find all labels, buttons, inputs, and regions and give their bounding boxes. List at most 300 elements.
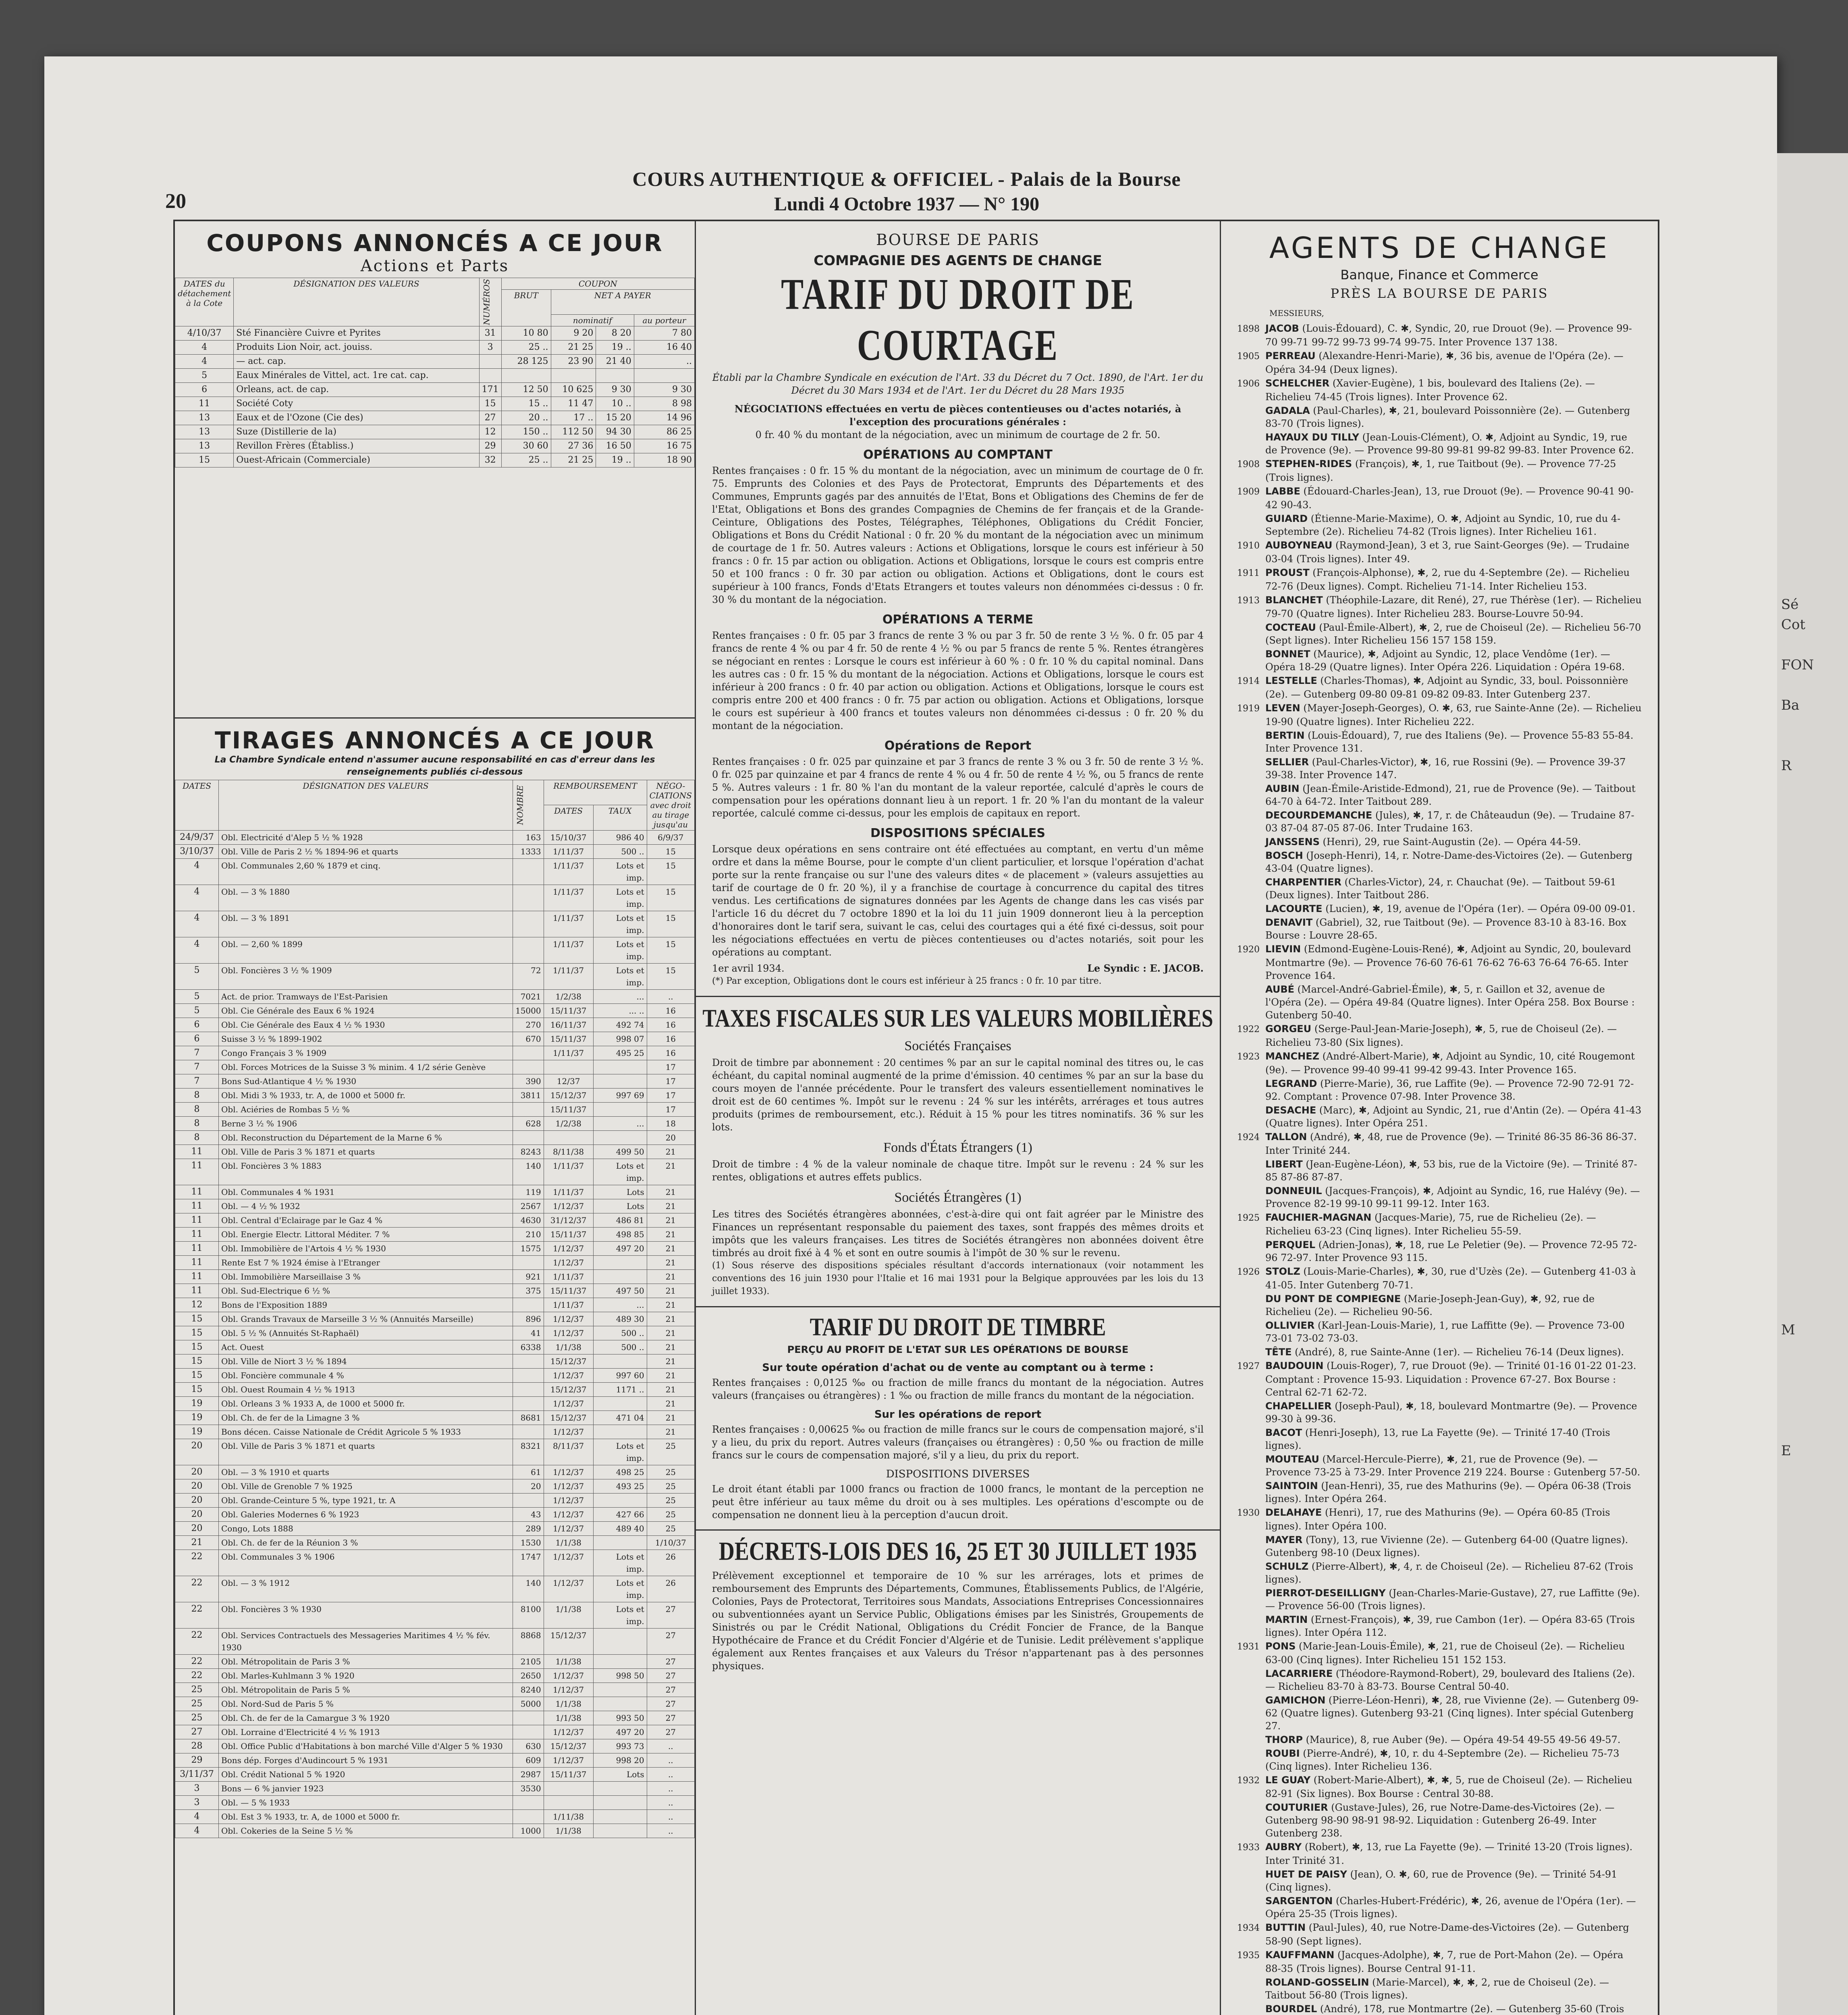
cell-rdate: 1/11/37 xyxy=(544,937,593,963)
agent-detail: (Xavier-Eugène), 1 bis, boulevard des Italiens (2e). — Richelieu 74-45 (Trois lignes). Inter Provence 62. xyxy=(1265,378,1595,403)
agent-entry xyxy=(1221,349,1658,376)
cell-nego: 15 xyxy=(647,844,694,858)
agent-name: LEVEN xyxy=(1265,702,1300,714)
cell-nombre: 6338 xyxy=(513,1340,544,1354)
cell-name: Sté Financière Cuivre et Pyrites xyxy=(234,326,479,340)
cell-nominatif: 11 47 xyxy=(551,397,596,411)
agent-entry xyxy=(1221,1158,1658,1184)
cell-rdate: 1/2/38 xyxy=(544,1116,593,1130)
agent-entry xyxy=(1221,1292,1658,1318)
cell-name: Revillon Frères (Établiss.) xyxy=(234,439,479,453)
cell-name: Obl. — 5 % 1933 xyxy=(219,1795,513,1809)
agent-detail: (Théophile-Lazare, dit René), 27, rue Thérèse (1er). — Richelieu 79-70 (Quatre lignes). Inter Richelieu 283. Bourse-Louvre 50-94. xyxy=(1265,594,1642,619)
table-row xyxy=(175,858,695,885)
content-frame xyxy=(173,220,1659,2015)
table-row xyxy=(175,1382,695,1396)
timbre-title: TARIF DU DROIT DE TIMBRE xyxy=(810,1313,1106,1341)
cell-taux xyxy=(593,1795,647,1809)
cell-nombre: 210 xyxy=(513,1227,544,1241)
cell-taux xyxy=(593,1102,647,1116)
cell-nego: 27 xyxy=(647,1711,694,1725)
divider xyxy=(696,996,1220,997)
cell-nombre: 375 xyxy=(513,1284,544,1298)
agent-detail: (Paul-Charles), ✱, 21, boulevard Poissonnière (2e). — Gutenberg 83-70 (Trois lignes). xyxy=(1265,405,1630,429)
cell-name: Obl. — 3 % 1910 et quarts xyxy=(219,1465,513,1479)
agent-name: BOSCH xyxy=(1265,850,1303,861)
table-row xyxy=(175,1046,695,1060)
taxes-sub1: Sociétés Françaises xyxy=(904,1039,1011,1053)
agent-detail: (Jean-Émile-Aristide-Edmond), 21, rue de Provence (9e). — Taitbout 64-70 à 64-72. Inter Taitbout 289. xyxy=(1265,783,1636,807)
cell-nombre: 630 xyxy=(513,1739,544,1753)
cell-rdate: 1/11/37 xyxy=(544,885,593,911)
cell-nombre: 8100 xyxy=(513,1602,544,1628)
agent-name: MARTIN xyxy=(1265,1614,1308,1625)
cell-rdate: 1/1/38 xyxy=(544,1602,593,1628)
agent-entry xyxy=(1221,539,1658,565)
cell-rdate: 1/1/38 xyxy=(544,1824,593,1838)
cell-taux: Lots et imp. xyxy=(593,963,647,989)
report-title: Opérations de Report xyxy=(884,739,1032,753)
cell-nombre: 896 xyxy=(513,1312,544,1326)
cell-nego: .. xyxy=(647,1809,694,1824)
agent-name: BAUDOUIN xyxy=(1265,1360,1324,1371)
agent-name: PONS xyxy=(1265,1641,1296,1652)
cell-date: 4 xyxy=(175,858,219,885)
cell-nombre xyxy=(513,1255,544,1269)
cell-taux: 493 25 xyxy=(593,1479,647,1493)
cell-date: 4 xyxy=(175,885,219,911)
cell-date: 5 xyxy=(175,989,219,1003)
cell-name: Obl. — 3 % 1891 xyxy=(219,911,513,937)
cell-nego: 27 xyxy=(647,1654,694,1668)
cell-nego: 21 xyxy=(647,1284,694,1298)
cell-nombre xyxy=(513,885,544,911)
cell-date: 3/11/37 xyxy=(175,1767,219,1781)
cell-taux xyxy=(593,1654,647,1668)
cell-date: 11 xyxy=(175,1269,219,1284)
agent-name: GAMICHON xyxy=(1265,1695,1326,1706)
cell-rdate: 15/11/37 xyxy=(544,1284,593,1298)
cell-date: 4 xyxy=(175,911,219,937)
agent-entry xyxy=(1221,1667,1658,1693)
cell-nombre: 140 xyxy=(513,1159,544,1185)
cell-taux xyxy=(593,1781,647,1795)
cell-date: 21 xyxy=(175,1535,219,1550)
cell-taux: 495 25 xyxy=(593,1046,647,1060)
cell-taux: 492 74 xyxy=(593,1018,647,1032)
agent-detail: (André-Albert-Marie), ✱, Adjoint au Syndic, 10, cité Rougemont (9e). — Provence 99-40 99-41 99-42 99-43. Inter Provence 165. xyxy=(1265,1051,1635,1076)
cell-nominatif-2: 16 50 xyxy=(596,439,634,453)
cell-taux: 500 .. xyxy=(593,1340,647,1354)
agent-entry xyxy=(1221,1694,1658,1732)
cell-rdate: 1/12/37 xyxy=(544,1521,593,1535)
col-numeros: NUMÉROS xyxy=(479,278,501,326)
cell-nego: 25 xyxy=(647,1439,694,1465)
cell-num: 27 xyxy=(479,411,501,425)
agent-name: FAUCHIER-MAGNAN xyxy=(1265,1212,1372,1223)
cell-rdate: 1/1/38 xyxy=(544,1535,593,1550)
column-left xyxy=(175,221,696,2015)
agent-detail: (Marc), ✱, Adjoint au Syndic, 21, rue d'Antin (2e). — Opéra 41-43 (Quatre lignes). Inter Opéra 251. xyxy=(1265,1105,1642,1129)
cell-name: Obl. Foncières 3 % 1883 xyxy=(219,1159,513,1185)
agent-name: SCHELCHER xyxy=(1265,378,1330,389)
agents-list xyxy=(1221,322,1658,2015)
cell-name: Obl. Foncière communale 4 % xyxy=(219,1368,513,1382)
fragment: FON xyxy=(1781,657,1814,673)
cell-porteur: 16 40 xyxy=(634,340,694,354)
agent-name: MANCHEZ xyxy=(1265,1051,1320,1062)
table-row xyxy=(175,1227,695,1241)
cell-taux xyxy=(593,1824,647,1838)
cell-nominatif: 23 90 xyxy=(551,354,596,368)
cell-nego: 21 xyxy=(647,1368,694,1382)
table-row xyxy=(175,1739,695,1753)
header-date: Lundi 4 Octobre 1937 — N° 190 xyxy=(774,193,1040,215)
cell-nombre: 2105 xyxy=(513,1654,544,1668)
agent-year: 1910 xyxy=(1237,541,1260,551)
agent-year: 1932 xyxy=(1237,1776,1260,1786)
cell-name: Obl. Ville de Paris 2 ½ % 1894-96 et quarts xyxy=(219,844,513,858)
agent-detail: (Joseph-Henri), 14, r. Notre-Dame-des-Victoires (2e). — Gutenberg 43-04 (Quatre lignes). xyxy=(1265,850,1633,874)
cell-date: 4 xyxy=(175,354,234,368)
cell-rdate: 1/12/37 xyxy=(544,1465,593,1479)
cell-nombre: 8240 xyxy=(513,1683,544,1697)
cell-name: Obl. Crédit National 5 % 1920 xyxy=(219,1767,513,1781)
agent-detail: (Pierre-Albert), ✱, 4, r. de Choiseul (2e). — Richelieu 87-62 (Trois lignes). xyxy=(1265,1561,1633,1585)
cell-name: Obl. Métropolitain de Paris 5 % xyxy=(219,1683,513,1697)
cell-rdate: 1/12/37 xyxy=(544,1576,593,1602)
agent-year: 1931 xyxy=(1237,1642,1260,1652)
cell-rdate: 1/12/37 xyxy=(544,1326,593,1340)
cell-date: 12 xyxy=(175,1298,219,1312)
cell-nego: 16 xyxy=(647,1032,694,1046)
agents-sub1: Banque, Finance et Commerce xyxy=(1340,267,1539,283)
cell-taux: 498 25 xyxy=(593,1465,647,1479)
cell-nominatif-2: 21 40 xyxy=(596,354,634,368)
agent-detail: (Paul-Jules), 40, rue Notre-Dame-des-Victoires (2e). — Gutenberg 58-90 (Sept lignes). xyxy=(1265,1922,1629,1947)
cell-taux: 499 50 xyxy=(593,1145,647,1159)
agent-name: SELLIER xyxy=(1265,756,1309,768)
cell-nego: 21 xyxy=(647,1396,694,1410)
agent-year: 1909 xyxy=(1237,487,1260,497)
cell-taux xyxy=(593,1269,647,1284)
fragment: Ba xyxy=(1781,697,1800,713)
agent-detail: (Joseph-Paul), ✱, 18, boulevard Montmartre (9e). — Provence 99-30 à 99-36. xyxy=(1265,1400,1637,1425)
agent-detail: (Jean-Louis-Clément), O. ✱, Adjoint au Syndic, 19, rue de Provence (9e). — Provence 99-80 99-81 99-82 99-83. Inter Provence 62. xyxy=(1265,432,1634,456)
cell-nego: .. xyxy=(647,989,694,1003)
cell-name: Obl. Métropolitain de Paris 3 % xyxy=(219,1654,513,1668)
cell-nego: 21 xyxy=(647,1340,694,1354)
agent-detail: (Jean-Henri), 35, rue des Mathurins (9e). — Opéra 06-38 (Trois lignes). Inter Opéra 264. xyxy=(1265,1480,1631,1504)
cell-nombre: 1000 xyxy=(513,1824,544,1838)
cell-date: 19 xyxy=(175,1425,219,1439)
cell-date: 8 xyxy=(175,1102,219,1116)
cell-nombre xyxy=(513,911,544,937)
agent-detail: (Charles-Thomas), ✱, Adjoint au Syndic, 33, boul. Poissonnière (2e). — Gutenberg 09-80 09-81 09-82 09-83. Inter Gutenberg 237. xyxy=(1265,675,1628,700)
cell-nego: 18 xyxy=(647,1116,694,1130)
cell-rdate: 1/1/38 xyxy=(544,1711,593,1725)
cell-brut: 25 .. xyxy=(501,340,551,354)
agent-name: LACOURTE xyxy=(1265,903,1323,914)
cell-name: Obl. Communales 4 % 1931 xyxy=(219,1185,513,1199)
cell-name: Obl. — 3 % 1880 xyxy=(219,885,513,911)
agent-detail: (Louis-Marie-Charles), ✱, 30, rue d'Uzès (2e). — Gutenberg 41-03 à 41-05. Inter Gutenberg 70-71. xyxy=(1265,1266,1636,1291)
cell-rdate: 12/37 xyxy=(544,1074,593,1088)
timbre-s3: DISPOSITIONS DIVERSES xyxy=(886,1468,1030,1480)
cell-nombre: 289 xyxy=(513,1521,544,1535)
fragment: R xyxy=(1781,758,1792,774)
table-row xyxy=(175,1795,695,1809)
cell-nominatif: 9 20 xyxy=(551,326,596,340)
cell-name: Obl. Ville de Niort 3 ½ % 1894 xyxy=(219,1354,513,1368)
table-row xyxy=(175,1725,695,1739)
cell-date: 11 xyxy=(175,1284,219,1298)
table-row xyxy=(175,1576,695,1602)
cell-date: 11 xyxy=(175,1185,219,1199)
timbre-s2: Sur les opérations de report xyxy=(874,1408,1042,1421)
cell-nego: 17 xyxy=(647,1060,694,1074)
cell-nominatif-2: 8 20 xyxy=(596,326,634,340)
tirages-table xyxy=(175,780,695,1838)
cell-name: Rente Est 7 % 1924 émise à l'Etranger xyxy=(219,1255,513,1269)
cell-taux: 497 20 xyxy=(593,1241,647,1255)
agent-name: PROUST xyxy=(1265,567,1310,578)
table-row xyxy=(175,1809,695,1824)
cell-taux: 998 50 xyxy=(593,1668,647,1683)
cell-taux: Lots et imp. xyxy=(593,911,647,937)
agent-detail: (André), 178, rue Montmartre (2e). — Gutenberg 35-60 (Trois xyxy=(1320,2003,1624,2015)
timbre-t1: Rentes françaises : 0,0125 ‰ ou fraction de mille francs du montant de la négociation. Autres valeurs (françaises ou étrangères) : 1 ‰ ou fraction de mille francs du montant de la négociation. xyxy=(712,1377,1204,1401)
agent-entry xyxy=(1221,1801,1658,1840)
agent-entry xyxy=(1221,1949,1658,1975)
cell-date: 11 xyxy=(175,1227,219,1241)
agent-detail: (Charles-Hubert-Frédéric), ✱, 26, avenue de l'Opéra (1er). — Opéra 25-35 (Trois lignes). xyxy=(1265,1895,1636,1919)
table-row xyxy=(175,1465,695,1479)
cell-nombre: 5000 xyxy=(513,1697,544,1711)
cell-nombre xyxy=(513,1493,544,1507)
cell-date: 20 xyxy=(175,1465,219,1479)
cell-nego: 27 xyxy=(647,1668,694,1683)
cell-name: Bons — 6 % janvier 1923 xyxy=(219,1781,513,1795)
agent-entry xyxy=(1221,1265,1658,1292)
coupons-header xyxy=(175,221,695,278)
agent-name: DELAHAYE xyxy=(1265,1507,1322,1518)
agent-detail: (Maurice), ✱, Adjoint au Syndic, 12, place Vendôme (1er). — Opéra 18-29 (Quatre lignes). Inter Opéra 226. Liquidation : Opéra 19-68. xyxy=(1265,648,1625,673)
table-row xyxy=(175,1602,695,1628)
cell-rdate: 16/11/37 xyxy=(544,1018,593,1032)
cell-nombre: 3530 xyxy=(513,1781,544,1795)
agent-entry xyxy=(1221,1774,1658,1800)
signature-date: 1er avril 1934. xyxy=(712,963,785,974)
table-row xyxy=(175,1781,695,1795)
cell-date: 15 xyxy=(175,1382,219,1396)
cell-taux xyxy=(593,1060,647,1074)
cell-taux: 997 60 xyxy=(593,1368,647,1382)
cell-name: Obl. Ch. de fer de la Camargue 3 % 1920 xyxy=(219,1711,513,1725)
cell-nombre: 20 xyxy=(513,1479,544,1493)
agent-detail: (Pierre-Léon-Henri), ✱, 28, rue Vivienne (2e). — Gutenberg 09-62 (Quatre lignes). Gutenberg 93-21 (Cinq lignes). Inter spécial Gutenberg 27. xyxy=(1265,1695,1639,1732)
table-row xyxy=(175,1493,695,1507)
cell-rdate: 31/12/37 xyxy=(544,1213,593,1227)
cell-nombre: 1530 xyxy=(513,1535,544,1550)
agent-year: 1935 xyxy=(1237,1951,1260,1961)
cell-nombre: 72 xyxy=(513,963,544,989)
agent-name: AUBIN xyxy=(1265,783,1300,794)
agent-entry xyxy=(1221,1841,1658,1867)
agent-name: COUTURIER xyxy=(1265,1802,1328,1813)
cell-nombre: 628 xyxy=(513,1116,544,1130)
cell-nombre xyxy=(513,1298,544,1312)
agent-entry xyxy=(1221,983,1658,1022)
table-row xyxy=(175,1368,695,1382)
agents-sub2: PRÈS LA BOURSE DE PARIS xyxy=(1330,286,1549,301)
cell-nego: 15 xyxy=(647,885,694,911)
agent-name: HAYAUX DU TILLY xyxy=(1265,432,1359,443)
cell-nombre: 1333 xyxy=(513,844,544,858)
cell-date: 4 xyxy=(175,937,219,963)
tirages-header xyxy=(175,719,695,780)
cell-name: Obl. Ville de Grenoble 7 % 1925 xyxy=(219,1479,513,1493)
cell-nego: 25 xyxy=(647,1507,694,1521)
agent-entry xyxy=(1221,702,1658,728)
agent-detail: (Paul-Charles-Victor), ✱, 16, rue Rossini (9e). — Provence 39-37 39-38. Inter Provence 147. xyxy=(1265,756,1626,781)
cell-date: 11 xyxy=(175,1255,219,1269)
agent-detail: (Marie-Jean-Louis-Émile), ✱, 21, rue de Choiseul (2e). — Richelieu 63-00 (Cinq lignes). Inter Richelieu 151 152 153. xyxy=(1265,1641,1625,1666)
col-nominatif: nominatif xyxy=(551,314,634,326)
agent-year: 1919 xyxy=(1237,704,1260,714)
cell-name: Act. Ouest xyxy=(219,1340,513,1354)
agent-entry xyxy=(1221,1868,1658,1894)
page-header xyxy=(524,167,1289,215)
cell-nombre: 8321 xyxy=(513,1439,544,1465)
taxes-sub2: Fonds d'États Étrangers (1) xyxy=(883,1140,1032,1155)
table-row xyxy=(175,937,695,963)
decrets-title: DÉCRETS-LOIS DES 16, 25 ET 30 JUILLET 1935 xyxy=(718,1537,1197,1566)
agent-year: 1920 xyxy=(1237,945,1260,955)
cell-num: 32 xyxy=(479,453,501,467)
agent-name: JACOB xyxy=(1265,323,1299,334)
agent-detail: (Mayer-Joseph-Georges), O. ✱, 63, rue Sainte-Anne (2e). — Richelieu 19-90 (Quatre lignes). Inter Richelieu 222. xyxy=(1265,702,1642,727)
agent-entry xyxy=(1221,1238,1658,1264)
cell-brut: 25 .. xyxy=(501,453,551,467)
agent-name: BUTTIN xyxy=(1265,1922,1306,1933)
agent-detail: (André), 8, rue Sainte-Anne (1er). — Richelieu 76-14 (Deux lignes). xyxy=(1295,1346,1624,1358)
cell-nombre: 61 xyxy=(513,1465,544,1479)
cell-nombre: 140 xyxy=(513,1576,544,1602)
agent-entry xyxy=(1221,1560,1658,1586)
fragment: E xyxy=(1781,1443,1791,1459)
agent-name: BERTIN xyxy=(1265,730,1305,741)
table-row xyxy=(175,425,695,439)
agent-detail: (Marie-Marcel), ✱, ✱, 2, rue de Choiseul (2e). — Taitbout 56-80 (Trois lignes). xyxy=(1265,1977,1609,2001)
cell-date: 20 xyxy=(175,1439,219,1465)
cell-date: 25 xyxy=(175,1711,219,1725)
cell-date: 3 xyxy=(175,1781,219,1795)
cell-rdate: 15/12/37 xyxy=(544,1088,593,1102)
agent-entry xyxy=(1221,322,1658,349)
agent-detail: (Jean-Eugène-Léon), ✱, 53 bis, rue de la Victoire (9e). — Trinité 87-85 87-86 87-87. xyxy=(1265,1159,1637,1183)
cell-name: Ouest-Africain (Commerciale) xyxy=(234,453,479,467)
cell-nombre: 1747 xyxy=(513,1550,544,1576)
cell-nego: 15 xyxy=(647,858,694,885)
cell-porteur: 16 75 xyxy=(634,439,694,453)
agent-name: SCHULZ xyxy=(1265,1561,1309,1572)
agent-name: LACARRIERE xyxy=(1265,1668,1333,1679)
agent-detail: (Robert), ✱, 13, rue La Fayette (9e). — Trinité 13-20 (Trois lignes). Inter Trinité 31. xyxy=(1265,1841,1633,1866)
cell-name: Obl. Electricité d'Alep 5 ½ % 1928 xyxy=(219,830,513,844)
table-row xyxy=(175,1213,695,1227)
cell-rdate: 15/12/37 xyxy=(544,1354,593,1368)
cell-nombre: 15000 xyxy=(513,1003,544,1018)
cell-date: 29 xyxy=(175,1753,219,1767)
cell-nego: 17 xyxy=(647,1088,694,1102)
cell-rdate: 1/11/37 xyxy=(544,963,593,989)
table-row xyxy=(175,1102,695,1116)
agent-name: THORP xyxy=(1265,1734,1303,1745)
cell-name: Obl. 5 ½ % (Annuités St-Raphaël) xyxy=(219,1326,513,1340)
cell-taux: 997 69 xyxy=(593,1088,647,1102)
agent-detail: (Jacques-Marie), 75, rue de Richelieu (2e). — Richelieu 63-23 (Cinq lignes). Inter Richelieu 55-59. xyxy=(1265,1212,1596,1237)
agent-entry xyxy=(1221,1346,1658,1359)
agent-name: DENAVIT xyxy=(1265,917,1313,928)
cell-nominatif-2: 94 30 xyxy=(596,425,634,439)
agent-year: 1930 xyxy=(1237,1508,1260,1518)
cell-nominatif-2: 15 20 xyxy=(596,411,634,425)
cell-date: 15 xyxy=(175,1368,219,1382)
cell-nego: 17 xyxy=(647,1074,694,1088)
agent-detail: (Pierre-André), ✱, 10, r. du 4-Septembre (2e). — Richelieu 75-73 (Cinq lignes). Inter Richelieu 136. xyxy=(1265,1748,1620,1772)
cell-name: Suisse 3 ½ % 1899-1902 xyxy=(219,1032,513,1046)
agent-name: PIERROT-DESEILLIGNY xyxy=(1265,1587,1386,1599)
fragment: Sé xyxy=(1781,596,1799,613)
agent-detail: (Edmond-Eugène-Louis-René), ✱, Adjoint au Syndic, 20, boulevard Montmartre (9e). — Provence 76-60 76-61 76-62 76-63 76-64 76-65. Inter Provence 164. xyxy=(1265,943,1631,981)
agent-detail: (François), ✱, 1, rue Taitbout (9e). — Provence 77-25 (Trois lignes). xyxy=(1265,458,1616,483)
cell-nominatif: 27 36 xyxy=(551,439,596,453)
cell-name: Eaux et de l'Ozone (Cie des) xyxy=(234,411,479,425)
agent-detail: (Ernest-François), ✱, 39, rue Cambon (1er). — Opéra 83-65 (Trois lignes). Inter Opéra 112. xyxy=(1265,1614,1635,1638)
cell-rdate: 1/12/37 xyxy=(544,1725,593,1739)
table-row xyxy=(175,1269,695,1284)
table-row xyxy=(175,911,695,937)
cell-nego: .. xyxy=(647,1781,694,1795)
cell-rdate: 1/1/38 xyxy=(544,1654,593,1668)
agent-entry xyxy=(1221,674,1658,701)
cell-taux: Lots et imp. xyxy=(593,1602,647,1628)
cell-name: Obl. Aciéries de Rombas 5 ½ % xyxy=(219,1102,513,1116)
cell-date: 11 xyxy=(175,1213,219,1227)
table-row xyxy=(175,830,695,844)
cell-nego: 21 xyxy=(647,1382,694,1396)
tirages-note: La Chambre Syndicale entend n'assumer aucune responsabilité en cas d'erreur dans les renseignements publiés ci-dessous xyxy=(214,754,655,777)
cell-name: Obl. Immobilière Marseillaise 3 % xyxy=(219,1269,513,1284)
table-row xyxy=(175,368,695,382)
table-row xyxy=(175,1116,695,1130)
cell-nombre: 390 xyxy=(513,1074,544,1088)
cell-name: Obl. Galeries Modernes 6 % 1923 xyxy=(219,1507,513,1521)
cell-taux: 497 20 xyxy=(593,1725,647,1739)
cell-name: Obl. Foncières 3 ½ % 1909 xyxy=(219,963,513,989)
table-row xyxy=(175,1312,695,1326)
cell-rdate: 1/11/37 xyxy=(544,1046,593,1060)
agent-entry xyxy=(1221,782,1658,808)
cell-nego: 21 xyxy=(647,1425,694,1439)
table-row xyxy=(175,1145,695,1159)
cell-nombre: 163 xyxy=(513,830,544,844)
cell-date: 15 xyxy=(175,453,234,467)
cell-brut xyxy=(501,368,551,382)
courtage-intro: Établi par la Chambre Syndicale en exécution de l'Art. 33 du Décret du 7 Oct. 1890, de l'Art. 1er du Décret du 30 Mars 1934 et de l'Art. 1er du Décret du 28 Mars 1935 xyxy=(712,372,1204,396)
cell-date: 19 xyxy=(175,1410,219,1425)
